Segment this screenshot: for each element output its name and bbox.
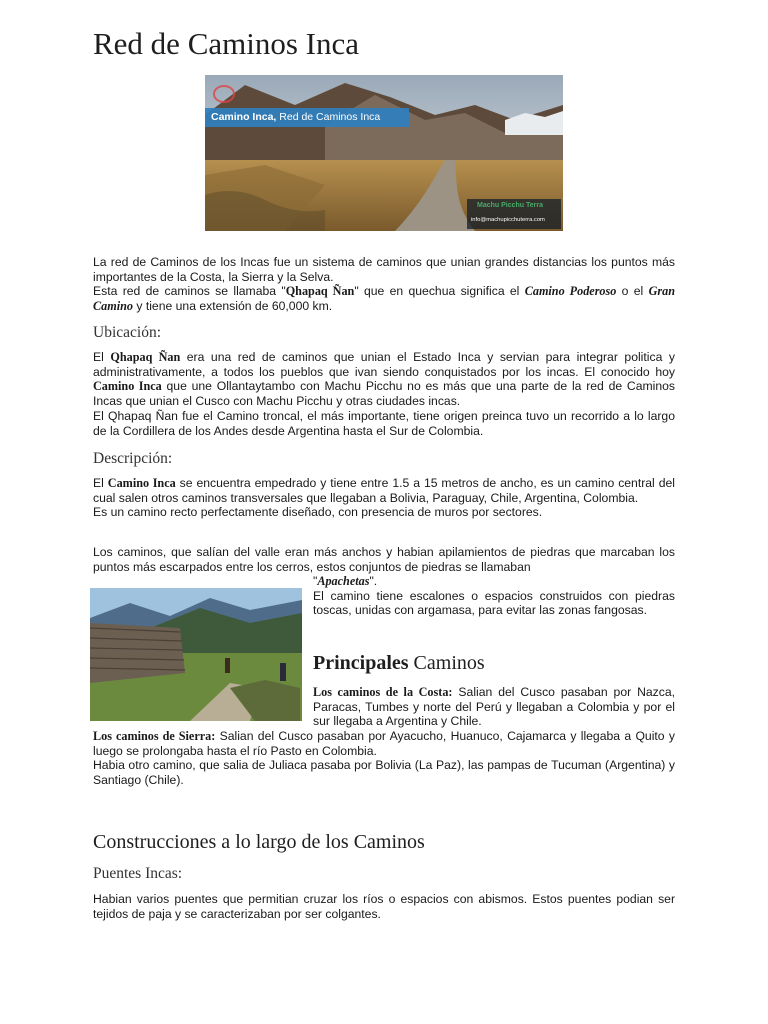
camino-poderoso-term: Camino Poderoso: [524, 284, 617, 299]
hero-image: [205, 75, 563, 231]
descripcion-paragraph-3: Los caminos, que salían del valle eran más anchos y habian apilamientos de piedras que marcaban los puntos más escarpados entre los cerros, estos conjuntos de piedras se llamaban: [93, 545, 675, 574]
qhapaq-nan-term: Qhapaq Ñan: [285, 284, 355, 299]
banner-rest: Red de Caminos Inca: [276, 111, 381, 123]
brand-email: info@machupicchuterra.com: [471, 217, 545, 223]
costa-section: [313, 685, 675, 729]
principales-heading-bold: Principales: [313, 652, 409, 674]
sierra-label: Los caminos de Sierra:: [93, 729, 216, 743]
descripcion-section-3: [313, 574, 675, 618]
sierra-paragraph: Los caminos de Sierra: Salian del Cusco pasaban por Ayacucho, Huanuco, Cajamarca y llegaba a Quito y luego se prolongaba hasta el río Pasto en Colombia.: [93, 729, 675, 758]
camino-inca-term: Camino Inca: [107, 476, 176, 490]
puentes-section: [93, 892, 675, 921]
camino-inca-term: Camino Inca: [93, 379, 162, 394]
descripcion-heading: Descripción:: [93, 450, 173, 467]
ubicacion-heading: Ubicación:: [93, 324, 162, 341]
puentes-heading: Puentes Incas:: [93, 865, 183, 882]
descripcion-paragraph-2: Es un camino recto perfectamente diseñado, con presencia de muros por sectores.: [93, 505, 543, 520]
principales-heading: [313, 652, 485, 675]
apachetas-line: "Apachetas".: [313, 574, 378, 588]
descripcion-section-2: [93, 545, 675, 574]
ruins-image: [90, 588, 302, 721]
logo-mark-icon: [213, 85, 235, 103]
qhapaq-nan-term: Qhapaq Ñan: [110, 350, 181, 364]
gran-camino-term: Gran Camino: [93, 284, 675, 314]
brand-box: [467, 199, 561, 229]
ubicacion-paragraph-2: El Qhapaq Ñan fue el Camino troncal, el más importante, tiene origen preinca tuvo un recorrido a lo largo de la Cordillera de los Andes desde Argentina hasta el Sur de Colombia.: [93, 408, 675, 438]
sierra-section: [93, 729, 675, 788]
ubicacion-paragraph-1: El Qhapaq Ñan era una red de caminos que unian el Estado Inca y servian para integrar politica y administrativamente, a todos los pueblos que ivan siendo conquistados por los incas. El conocido hoy Camino Inca que une Ollantaytambo con Machu Picchu no es más que una parte de la red de Caminos Incas que unian el Cusco con Machu Picchu y otras ciudades incas.: [93, 350, 675, 409]
puentes-paragraph: Habian varios puentes que permitian cruzar los ríos o espacios con abismos. Estos puentes podian ser tejidos de paja y se caracterizaban por ser colgantes.: [93, 892, 675, 921]
ubicacion-section: [93, 350, 675, 438]
descripcion-paragraph-1: El Camino Inca se encuentra empedrado y tiene entre 1.5 a 15 metros de ancho, es un camino central del cual salen otros caminos transversales que llegaban a Bolivia, Paraguay, Chile, Argentina, Colombia.: [93, 476, 675, 505]
intro-section: [93, 255, 675, 314]
descripcion-paragraph-4: El camino tiene escalones o espacios construidos con piedras toscas, unidas con argamasa, para evitar las zonas fangosas.: [313, 588, 675, 618]
inca-ruins-illustration: [90, 588, 302, 721]
banner-text: [211, 111, 380, 123]
costa-label: Los caminos de la Costa:: [313, 685, 453, 699]
descripcion-section: [93, 476, 675, 520]
otro-camino-paragraph: Habia otro camino, que salia de Juliaca pasaba por Bolivia (La Paz), las pampas de Tucuman (Argentina) y Santiago (Chile).: [93, 758, 675, 788]
intro-paragraph-2: Esta red de caminos se llamaba "Qhapaq Ñan" que en quechua significa el Camino Poderoso o el Gran Camino y tiene una extensión de 60,000 km.: [93, 284, 675, 314]
page-title: Red de Caminos Inca: [93, 26, 360, 61]
principales-heading-rest: Caminos: [408, 652, 485, 674]
brand-name: Machu Picchu Terra: [477, 202, 544, 209]
banner-bold: Camino Inca,: [211, 111, 277, 123]
costa-paragraph: Los caminos de la Costa: Salian del Cusco pasaban por Nazca, Paracas, Tumbes y norte del Perú y llegaban a Colombia y por el sur llegaba a Argentina y Chile.: [313, 685, 676, 729]
construcciones-heading: Construcciones a lo largo de los Caminos: [93, 831, 425, 853]
apachetas-term: Apachetas: [317, 574, 370, 588]
intro-paragraph-1: La red de Caminos de los Incas fue un sistema de caminos que unian grandes distancias los puntos más importantes de la Costa, la Sierra y la Selva.: [93, 255, 675, 284]
